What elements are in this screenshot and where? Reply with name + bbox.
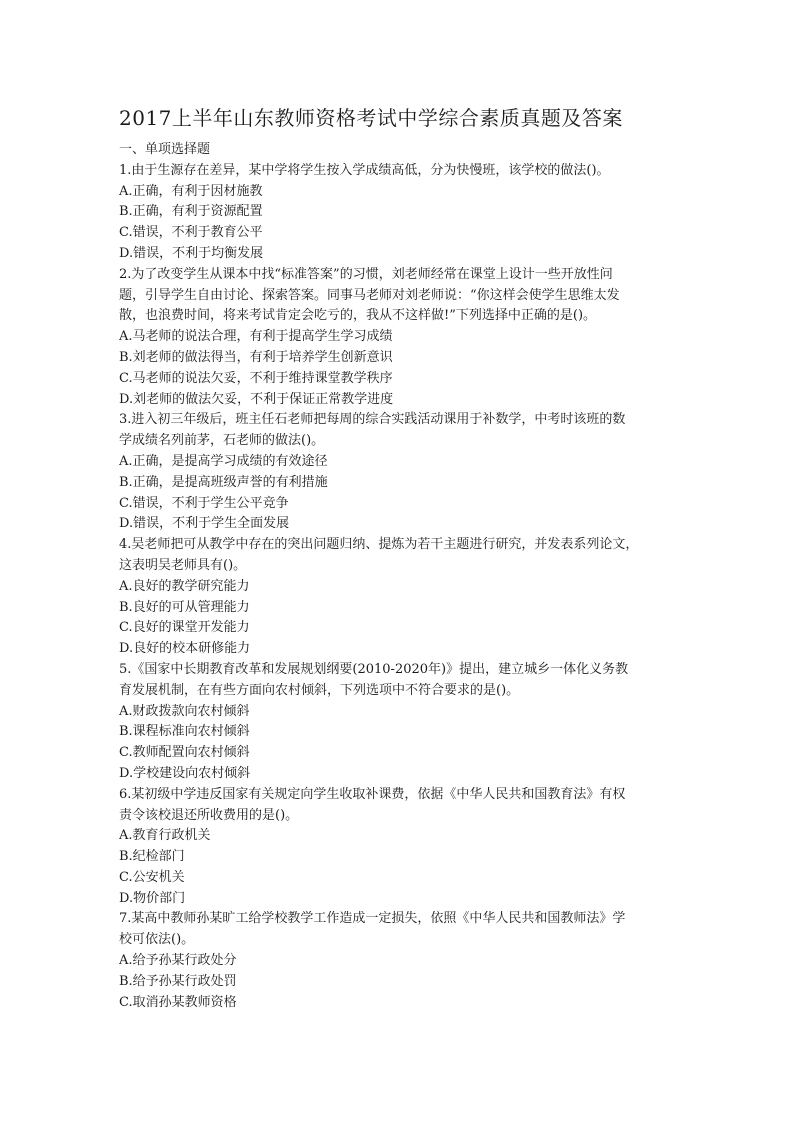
question-2-option-c: C.马老师的说法欠妥，不利于维持课堂教学秩序 [119,370,393,386]
question-1-option-a: A.正确，有利于因材施教 [119,183,263,199]
question-7-option-b: B.给予孙某行政处罚 [119,973,237,989]
question-3-option-d: D.错误，不利于学生全面发展 [119,516,290,532]
question-2-option-d: D.刘老师的做法欠妥，不利于保证正常教学进度 [119,391,394,407]
question-5 [119,660,679,785]
question-3-text-line: 3.进入初三年级后，班主任石老师把每周的综合实践活动课用于补数学，中考时该班的数 [119,412,626,428]
question-6-option-c: C.公安机关 [119,869,185,885]
question-2-option-a: A.马老师的说法合理，有利于提高学生学习成绩 [119,329,393,345]
question-5-option-a: A.财政拨款向农村倾斜 [119,703,250,719]
document-title: 2017上半年山东教师资格考试中学综合素质真题及答案 [119,106,623,130]
question-4 [119,535,679,660]
question-1-option-c: C.错误，不利于教育公平 [119,225,263,241]
question-1-text: 1.由于生源存在差异，某中学将学生按入学成绩高低，分为快慢班，该学校的做法()。 [119,162,610,178]
question-4-option-b: B.良好的可从管理能力 [119,599,250,615]
question-3-text-line: 学成绩名列前茅，石老师的做法()。 [119,433,325,449]
question-1-option-d: D.错误，不利于均衡发展 [119,245,264,261]
question-3-option-a: A.正确，是提高学习成绩的有效途径 [119,453,328,469]
question-1 [119,161,679,265]
section-heading: 一、单项选择题 [119,142,211,157]
question-4-option-c: C.良好的课堂开发能力 [119,620,250,636]
question-3 [119,410,679,535]
question-5-option-c: C.教师配置向农村倾斜 [119,745,250,761]
question-7-option-c: C.取消孙某教师资格 [119,994,237,1010]
document-body [119,140,679,1013]
question-7 [119,909,679,1013]
question-6-text-line: 责令该校退还所收费用的是()。 [119,807,299,823]
question-4-option-d: D.良好的校本研修能力 [119,641,251,657]
question-1-option-b: B.正确，有利于资源配置 [119,204,263,220]
question-6-text-line: 6.某初级中学违反国家有关规定向学生收取补课费，依据《中华人民共和国教育法》有权 [119,786,626,802]
question-5-option-d: D.学校建设向农村倾斜 [119,765,251,781]
question-6-option-a: A.教育行政机关 [119,828,211,844]
question-2 [119,265,679,411]
question-4-text-line: 4.吴老师把可从教学中存在的突出问题归纳、提炼为若干主题进行研究，并发表系列论文， [119,537,639,553]
question-5-text-line: 育发展机制，在有些方面向农村倾斜，下列选项中不符合要求的是()。 [119,682,520,698]
question-5-text-line: 5.《国家中长期教育改革和发展规划纲要(2010-2020年)》提出，建立城乡一体化义务教 [119,661,629,677]
question-6-option-d: D.物价部门 [119,890,186,906]
question-7-text-line: 7.某高中教师孙某旷工给学校教学工作造成一定损失，依照《中华人民共和国教师法》学 [119,911,626,927]
question-4-text-line: 这表明吴老师具有()。 [119,557,247,573]
question-5-option-b: B.课程标准向农村倾斜 [119,724,250,740]
question-7-option-a: A.给予孙某行政处分 [119,953,237,969]
question-4-option-a: A.良好的教学研究能力 [119,578,250,594]
question-7-text-line: 校可依法()。 [119,932,195,948]
question-3-option-c: C.错误，不利于学生公平竞争 [119,495,289,511]
question-6 [119,785,679,910]
question-2-text-line: 题，引导学生自由讨论、探索答案。同事马老师对刘老师说：“你这样会使学生思维太发 [119,287,620,303]
question-6-option-b: B.纪检部门 [119,849,185,865]
question-3-option-b: B.正确，是提高班级声誉的有利措施 [119,474,328,490]
question-2-text-line: 2.为了改变学生从课本中找“标准答案”的习惯，刘老师经常在课堂上设计一些开放性问 [119,266,613,282]
question-2-text-line: 散，也浪费时间，将来考试肯定会吃亏的，我从不这样做!”下列选择中正确的是()。 [119,308,597,324]
question-2-option-b: B.刘老师的做法得当，有利于培养学生创新意识 [119,349,393,365]
